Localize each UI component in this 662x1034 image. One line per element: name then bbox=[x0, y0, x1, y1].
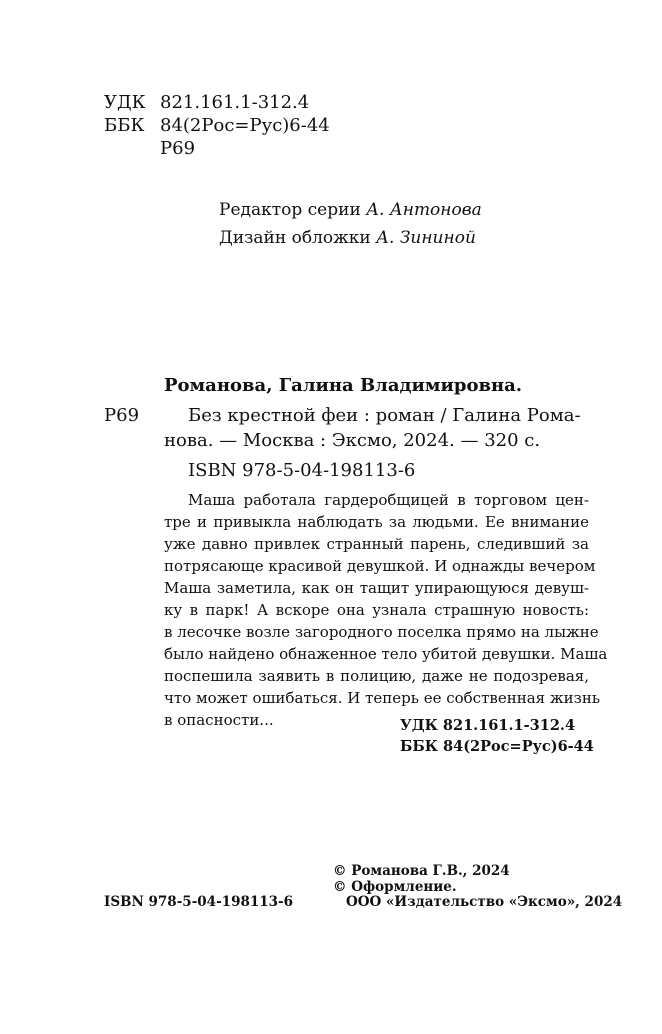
catalog-mark: Р69 bbox=[104, 405, 140, 426]
annotation-line: в лесочке возле загородного поселка прямо на лыжне bbox=[164, 623, 599, 641]
designer-label: Дизайн обложки bbox=[219, 228, 371, 248]
udk-value: 821.161.1-312.4 bbox=[160, 92, 310, 113]
annotation-line: поспешила заявить в полицию, даже не подозревая, bbox=[164, 667, 589, 685]
bbk-value: 84(2Рос=Рус)6-44 bbox=[160, 115, 330, 136]
annotation-line: было найдено обнаженное тело убитой девушки. Маша bbox=[164, 645, 608, 663]
catalog-title-line1: Без крестной феи : роман / Галина Рома- bbox=[188, 405, 581, 426]
udk-label: УДК bbox=[104, 92, 146, 113]
annotation-line: Маша работала гардеробщицей в торговом цен- bbox=[188, 491, 589, 509]
annotation-paragraph bbox=[164, 489, 608, 731]
annotation-line: что может ошибаться. И теперь ее собственная жизнь bbox=[164, 689, 601, 707]
editor-label: Редактор серии bbox=[219, 200, 361, 220]
catalog-isbn: ISBN 978-5-04-198113-6 bbox=[188, 460, 416, 481]
bbk-label: ББК bbox=[104, 115, 145, 136]
copyright-design: © Оформление. bbox=[333, 879, 457, 895]
designer-credit bbox=[219, 226, 476, 250]
author-mark: Р69 bbox=[160, 138, 196, 159]
catalog-udk: УДК 821.161.1-312.4 bbox=[400, 717, 576, 734]
annotation-line: ку в парк! А вскоре она узнала страшную новость: bbox=[164, 601, 589, 619]
catalog-bbk: ББК 84(2Рос=Рус)6-44 bbox=[400, 738, 594, 755]
annotation-line: Маша заметила, как он тащит упирающуюся девуш- bbox=[164, 579, 589, 597]
editor-credit bbox=[219, 198, 482, 222]
annotation-line: уже давно привлек странный парень, следивший за bbox=[164, 535, 589, 553]
footer-isbn: ISBN 978-5-04-198113-6 bbox=[104, 894, 294, 910]
copyright-author: © Романова Г.В., 2024 bbox=[333, 863, 510, 879]
copyright-publisher: ООО «Издательство «Эксмо», 2024 bbox=[346, 894, 623, 910]
catalog-title-line2: нова. — Москва : Эксмо, 2024. — 320 с. bbox=[164, 430, 541, 451]
designer-name: А. Зининой bbox=[376, 228, 476, 248]
editor-name: А. Антонова bbox=[366, 200, 482, 220]
annotation-line: потрясающе красивой девушкой. И однажды вечером bbox=[164, 557, 596, 575]
annotation-line: в опасности... bbox=[164, 711, 274, 729]
catalog-author-heading: Романова, Галина Владимировна. bbox=[164, 375, 523, 396]
annotation-line: тре и привыкла наблюдать за людьми. Ее внимание bbox=[164, 513, 589, 531]
